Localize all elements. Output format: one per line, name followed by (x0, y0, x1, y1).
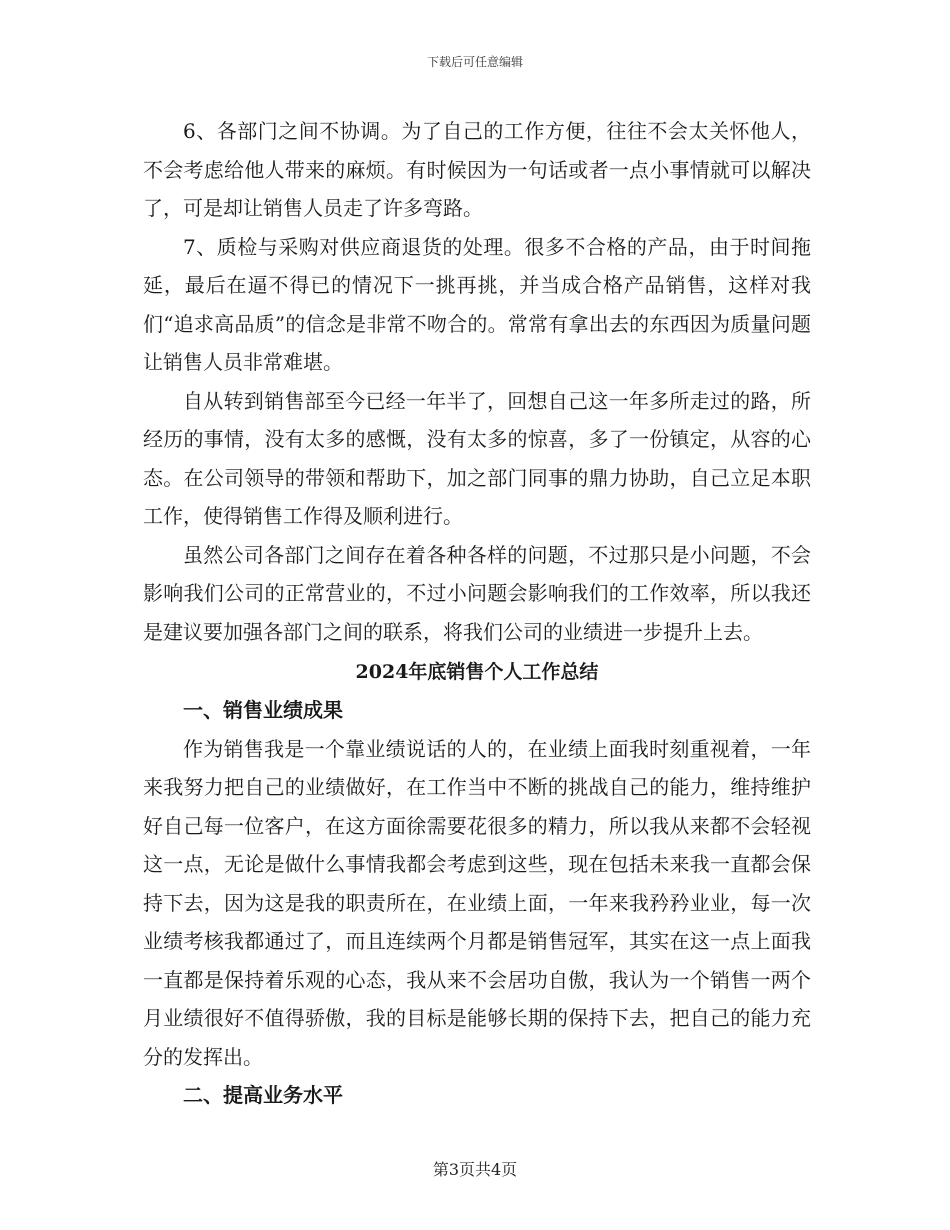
paragraph-reflection: 自从转到销售部至今已经一年半了，回想自己这一年多所走过的路，所经历的事情，没有太多的感慨，没有太多的惊喜，多了一份镇定，从容的心态。在公司领导的带领和帮助下，加之部门同事的鼎力协助，自己立足本职工作，使得销售工作得及顺利进行。 (143, 388, 811, 528)
document-body (143, 112, 811, 1115)
document-title: 2024年底销售个人工作总结 (355, 661, 599, 683)
paragraph-item-7: 7、质检与采购对供应商退货的处理。很多不合格的产品，由于时间拖延，最后在逼不得已的情况下一挑再挑，并当成合格产品销售，这样对我们“追求高品质”的信念是非常不吻合的。常常有拿出去的东西因为质量问题让销售人员非常难堪。 (143, 234, 811, 374)
section-heading-business-level: 二、提高业务水平 (183, 1083, 343, 1107)
page-header: 下载后可任意编辑 (426, 55, 523, 69)
paragraph-sales-results: 作为销售我是一个靠业绩说话的人的，在业绩上面我时刻重视着，一年来我努力把自己的业绩做好，在工作当中不断的挑战自己的能力，维持维护好自己每一位客户，在这方面徐需要花很多的精力，所以我从来都不会轻视这一点，无论是做什么事情我都会考虑到这些，现在包括未来我一直都会保持下去，因为这是我的职责所在，在业绩上面，一年来我矜矜业业，每一次业绩考核我都通过了，而且连续两个月都是销售冠军，其实在这一点上面我一直都是保持着乐观的心态，我从来不会居功自傲，我认为一个销售一两个月业绩很好不值得骄傲，我的目标是能够长期的保持下去，把自己的能力充分的发挥出。 (143, 736, 811, 1069)
paragraph-item-6: 6、各部门之间不协调。为了自己的工作方便，往往不会太关怀他人，不会考虑给他人带来的麻烦。有时候因为一句话或者一点小事情就可以解决了，可是却让销售人员走了许多弯路。 (143, 119, 811, 220)
page-footer: 第3页共4页 (432, 1160, 518, 1179)
section-heading-sales-results: 一、销售业绩成果 (183, 698, 343, 722)
paragraph-suggestion: 虽然公司各部门之间存在着各种各样的问题，不过那只是小问题，不会影响我们公司的正常营业的，不过小问题会影响我们的工作效率，所以我还是建议要加强各部门之间的联系，将我们公司的业绩进一步提升上去。 (143, 542, 811, 644)
